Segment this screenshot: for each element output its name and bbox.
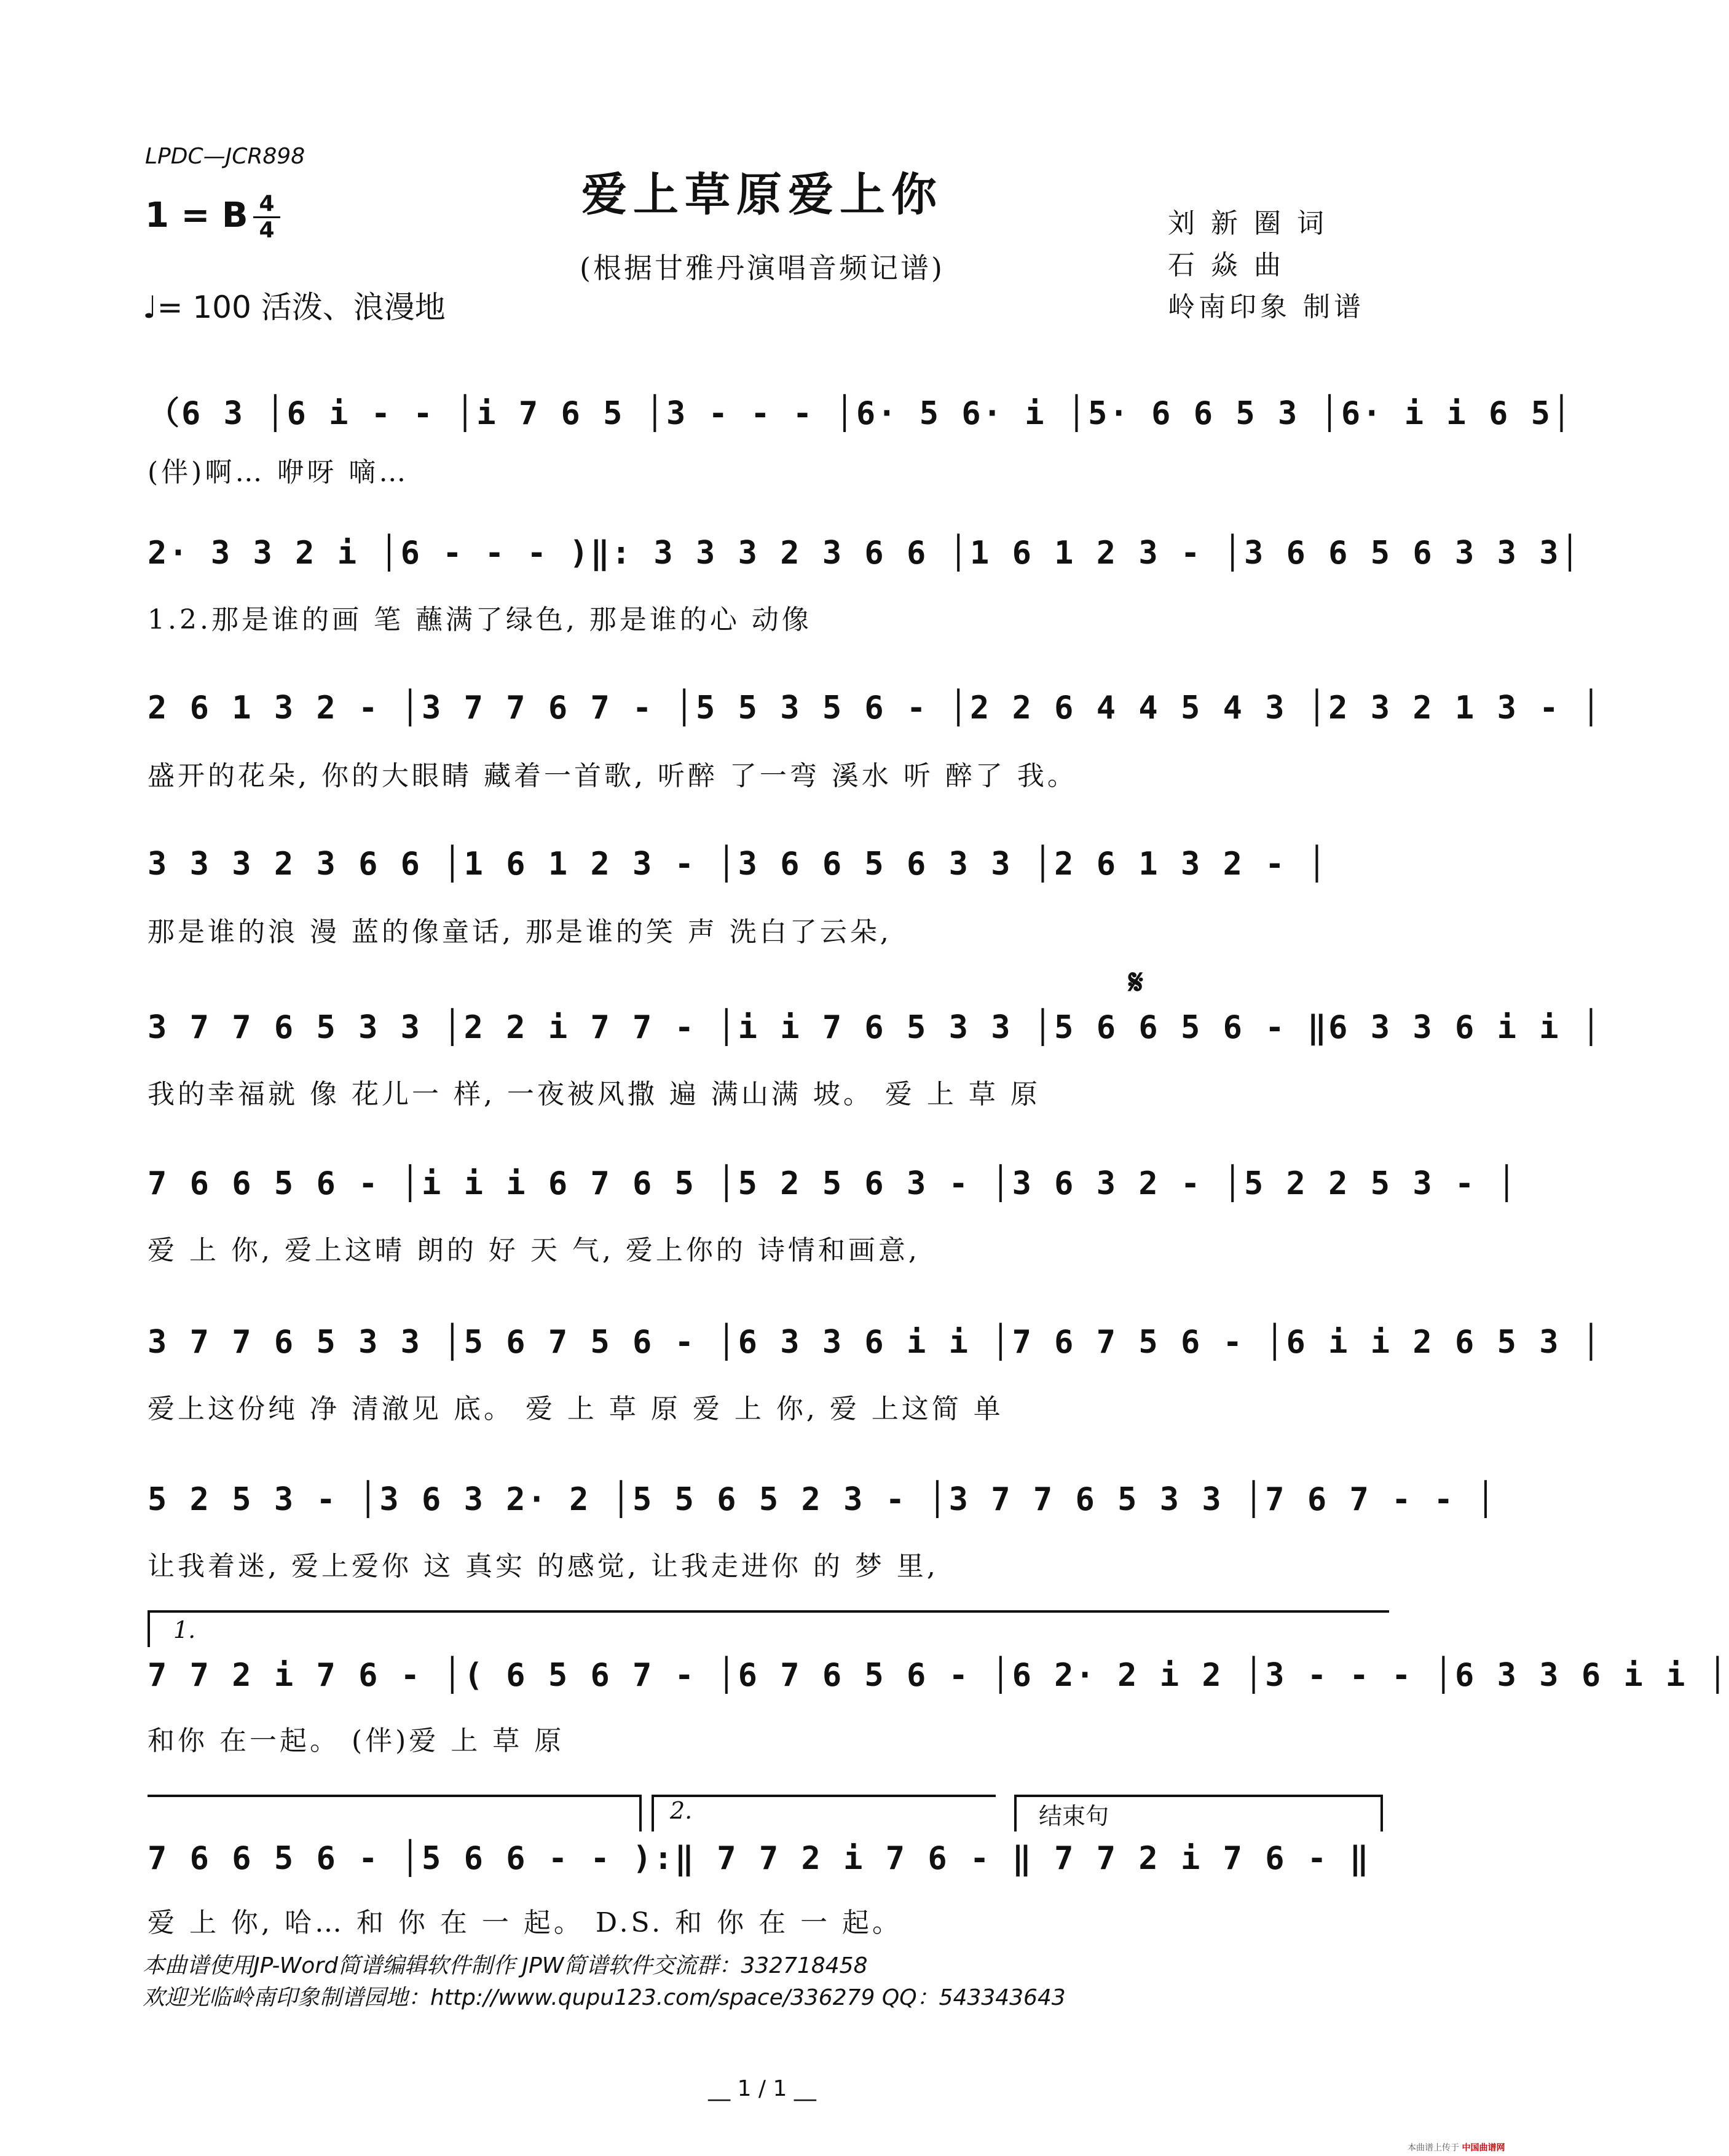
lyric-line-6: 爱 上 你, 爱上这晴 朗的 好 天 气, 爱上你的 诗情和画意, (148, 1235, 920, 1266)
volta-1-bracket (148, 1610, 1389, 1613)
ending-close (1380, 1795, 1383, 1831)
volta-2-hook (652, 1795, 654, 1831)
segno-sign: 𝄋 (1128, 962, 1144, 1002)
lyric-line-1: (伴)啊… 咿呀 嘀… (148, 457, 409, 488)
ending-label: 结束句 (1039, 1803, 1109, 1830)
page-title: 爱上草原爱上你 (581, 168, 943, 221)
notation-line-8: 5 2 5 3 - │3 6 3 2· 2 │5 5 6 5 2 3 - │3 7 7 6 5 3 3 │7 6 7 - - │ (148, 1481, 1497, 1518)
notation-line-9: 7 7 2 i 7 6 - │( 6 5 6 7 - │6 7 6 5 6 - │6 2· 2 i 2 │3 - - - │6 3 3 6 i i │ (148, 1657, 1729, 1694)
notation-line-3: 2 6 1 3 2 - │3 7 7 6 7 - │5 5 3 5 6 - │2 2 6 4 4 5 4 3 │2 3 2 1 3 - │ (148, 690, 1603, 726)
tempo-marking: ♩= 100 活泼、浪漫地 (143, 289, 446, 325)
page-number: __ 1 / 1 __ (708, 2076, 816, 2101)
lyric-line-2: 1.2.那是谁的画 笔 蘸满了绿色, 那是谁的心 动像 (148, 604, 812, 635)
notation-line-1: （6 3 │6 i - - │i 7 6 5 │3 - - - │6· 5 6· i │5· 6 6 5 3 │6· i i 6 5│ (148, 395, 1573, 432)
notation-line-4: 3 3 3 2 3 6 6 │1 6 1 2 3 - │3 6 6 5 6 3 3 │2 6 1 3 2 - │ (148, 846, 1329, 883)
lyric-line-8: 让我着迷, 爱上爱你 这 真实 的感觉, 让我走进你 的 梦 里, (148, 1551, 939, 1582)
subtitle: (根据甘雅丹演唱音频记谱) (580, 251, 945, 285)
lyric-line-3: 盛开的花朵, 你的大眼睛 藏着一首歌, 听醉 了一弯 溪水 听 醉了 我。 (148, 760, 1077, 792)
meter-top: 4 (253, 192, 280, 218)
lyric-line-9: 和你 在一起。 (伴)爱 上 草 原 (148, 1725, 565, 1757)
ending-hook (1014, 1795, 1017, 1831)
key-signature: 1 = B (145, 195, 248, 235)
lyric-line-10: 爱 上 你, 哈… 和 你 在 一 起。 D.S. 和 你 在 一 起。 (148, 1907, 903, 1938)
notation-line-7: 3 7 7 6 5 3 3 │5 6 7 5 6 - │6 3 3 6 i i │7 6 7 5 6 - │6 i i 2 6 5 3 │ (148, 1324, 1603, 1361)
composer-credit: 石 焱 曲 (1168, 250, 1285, 281)
footer-software-note: 本曲谱使用JP-Word简谱编辑软件制作 JPW简谱软件交流群：332718458 (143, 1953, 868, 1978)
time-signature (253, 192, 280, 243)
notation-line-10: 7 6 6 5 6 - │5 6 6 - - ):‖ 7 7 2 i 7 6 - ‖ 7 7 2 i 7 6 - ‖ (148, 1840, 1371, 1877)
volta-2-bracket (652, 1795, 996, 1797)
volta-1-continuation (148, 1795, 639, 1797)
volta-1-label: 1. (173, 1616, 196, 1643)
volta-1-hook (148, 1610, 150, 1647)
notation-line-5: 3 7 7 6 5 3 3 │2 2 i 7 7 - │i i 7 6 5 3 3 │5 6 6 5 6 - ‖6 3 3 6 i i │ (148, 1009, 1603, 1046)
lyric-line-5: 我的幸福就 像 花儿一 样, 一夜被风撒 遍 满山满 坡。 爱 上 草 原 (148, 1079, 1041, 1110)
notation-line-6: 7 6 6 5 6 - │i i i 6 7 6 5 │5 2 5 6 3 - │3 6 3 2 - │5 2 2 5 3 - │ (148, 1165, 1518, 1202)
stamp-site[interactable]: 中国曲谱网 (1462, 2143, 1505, 2153)
lyric-line-7: 爱上这份纯 净 清澈见 底。 爱 上 草 原 爱 上 你, 爱 上这简 单 (148, 1393, 1004, 1425)
volta-2-label: 2. (670, 1797, 693, 1824)
score-code: LPDC—JCR898 (145, 144, 305, 169)
upload-stamp (1408, 2141, 1505, 2154)
arranger-credit: 岭南印象 制谱 (1168, 291, 1365, 323)
lyricist-credit: 刘 新 圈 词 (1168, 208, 1328, 239)
meter-bottom: 4 (259, 218, 275, 243)
stamp-prefix: 本曲谱上传于 (1408, 2143, 1459, 2153)
notation-line-2: 2· 3 3 2 i │6 - - - )‖: 3 3 3 2 3 6 6 │1 6 1 2 3 - │3 6 6 5 6 3 3 3│ (148, 535, 1581, 572)
volta-1-end (639, 1795, 642, 1831)
footer-website-note: 欢迎光临岭南印象制谱园地：http://www.qupu123.com/space/336279 QQ：543343643 (143, 1985, 1066, 2010)
credits (1168, 203, 1365, 328)
lyric-line-4: 那是谁的浪 漫 蓝的像童话, 那是谁的笑 声 洗白了云朵, (148, 916, 892, 948)
